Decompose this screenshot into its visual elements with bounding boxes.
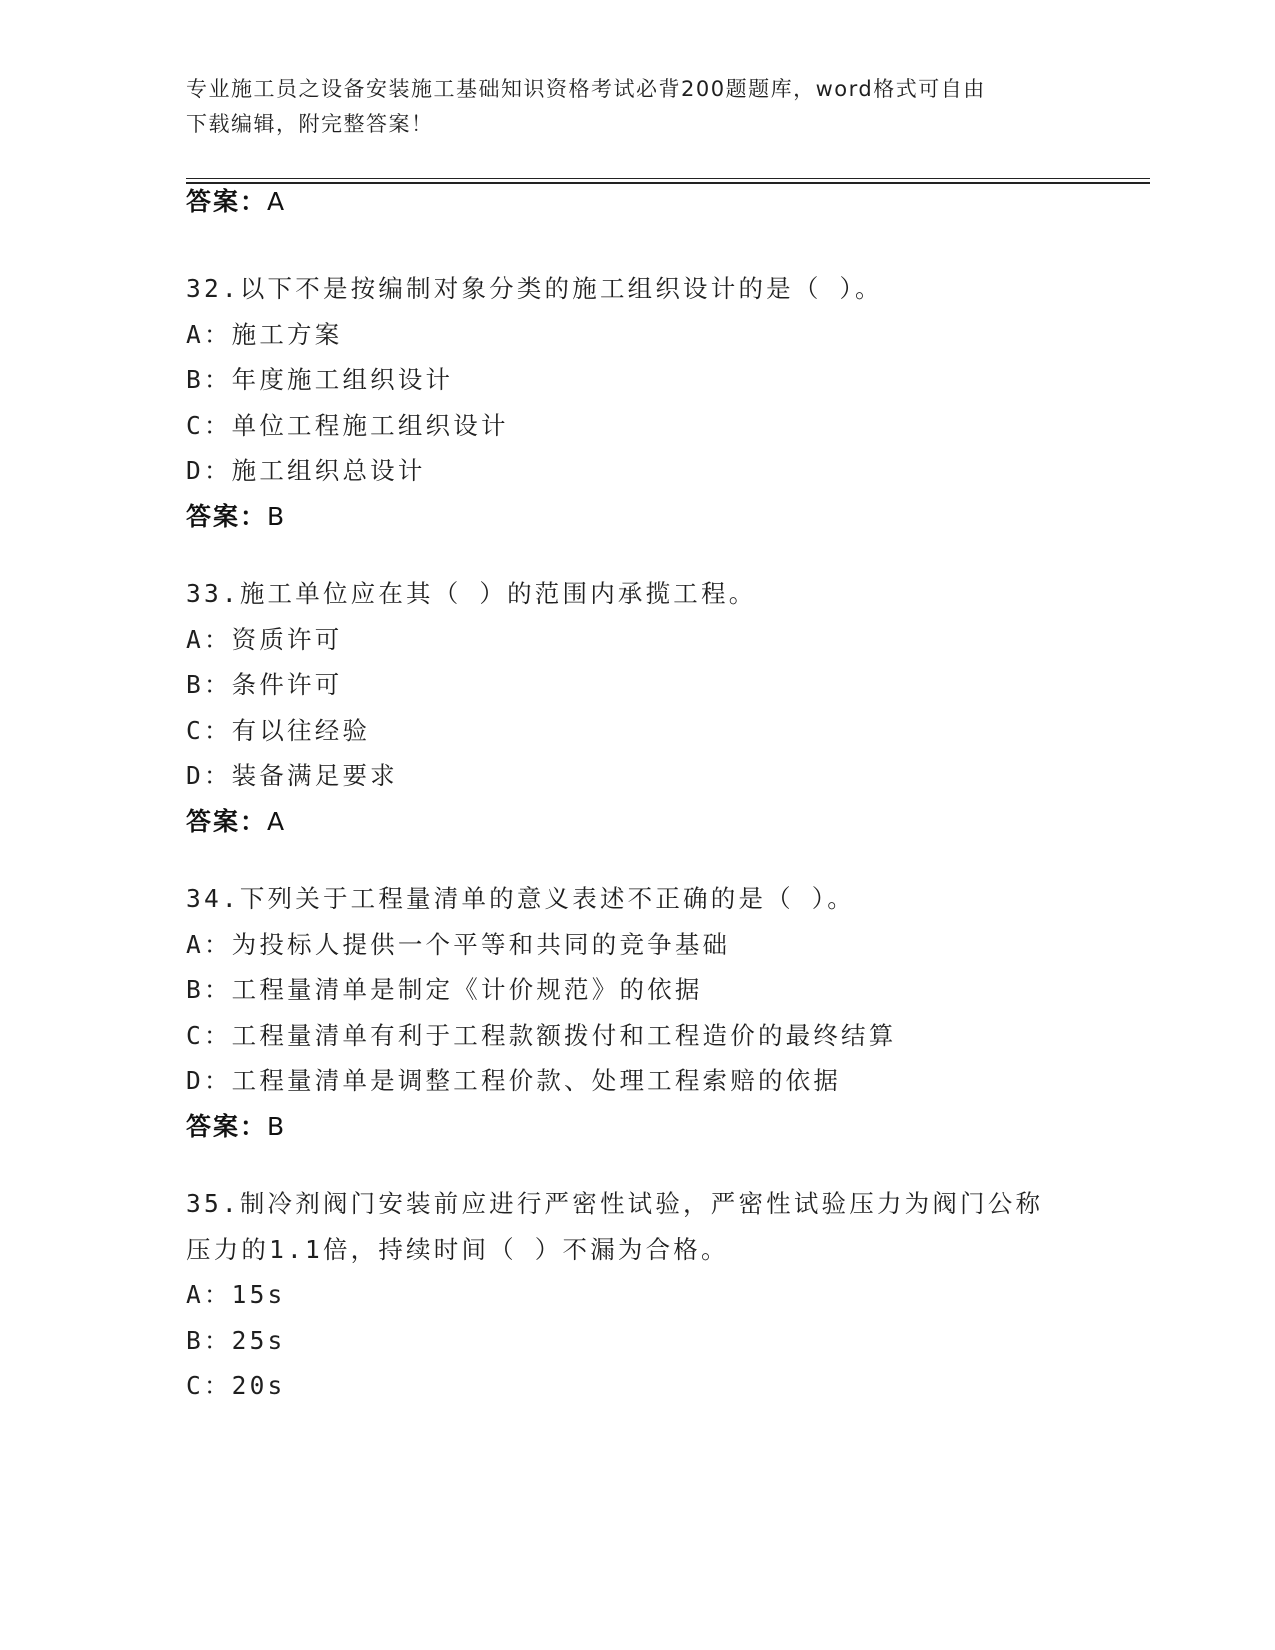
option-d: D：装备满足要求 (186, 761, 398, 790)
option-b: B：年度施工组织设计 (186, 365, 454, 394)
header-line-1: 专业施工员之设备安装施工基础知识资格考试必背200题题库，word格式可自由 (186, 77, 986, 101)
answer-value: A (267, 187, 287, 216)
question-35 (186, 1181, 1086, 1409)
option-d: D：施工组织总设计 (186, 456, 426, 485)
question-34 (186, 876, 1086, 1149)
option-a: A：为投标人提供一个平等和共同的竞争基础 (186, 929, 731, 959)
answer-line (186, 799, 1086, 845)
answer-line (186, 494, 1086, 540)
prev-answer-block (186, 179, 1086, 225)
option-c: C：有以往经验 (186, 715, 371, 745)
answer-label: 答案： (186, 1111, 268, 1141)
option-d: D：工程量清单是调整工程价款、处理工程索赔的依据 (186, 1066, 842, 1095)
question-stem-line-1: 35.制冷剂阀门安装前应进行严密性试验，严密性试验压力为阀门公称 (186, 1189, 1044, 1218)
option-b: B：25s (186, 1325, 286, 1355)
option-a: A：资质许可 (186, 624, 343, 654)
option-a: A：施工方案 (186, 319, 343, 349)
answer-value: B (267, 501, 287, 531)
option-b: B：条件许可 (186, 670, 343, 699)
option-c: C：20s (186, 1371, 286, 1400)
option-c: C：单位工程施工组织设计 (186, 410, 509, 440)
header-line-2: 下载编辑，附完整答案！ (186, 112, 434, 136)
question-stem: 33.施工单位应在其（ ）的范围内承揽工程。 (186, 579, 757, 608)
question-32 (186, 266, 1086, 539)
option-a: A：15s (186, 1280, 286, 1309)
question-stem: 34.下列关于工程量清单的意义表述不正确的是（ ）。 (186, 884, 855, 913)
answer-label: 答案： (186, 501, 268, 531)
answer-label: 答案： (186, 187, 268, 216)
question-stem: 32.以下不是按编制对象分类的施工组织设计的是（ ）。 (186, 274, 883, 303)
answer-line (186, 1104, 1086, 1150)
answer-value: A (267, 806, 287, 836)
answer-line (186, 179, 1086, 225)
option-c: C：工程量清单有利于工程款额拨付和工程造价的最终结算 (186, 1020, 897, 1050)
option-b: B：工程量清单是制定《计价规范》的依据 (186, 975, 703, 1004)
question-stem-line-2: 压力的1.1倍，持续时间（ ）不漏为合格。 (186, 1234, 729, 1264)
document-header (186, 72, 1086, 142)
answer-label: 答案： (186, 806, 268, 836)
question-33 (186, 571, 1086, 844)
answer-value: B (267, 1111, 287, 1141)
